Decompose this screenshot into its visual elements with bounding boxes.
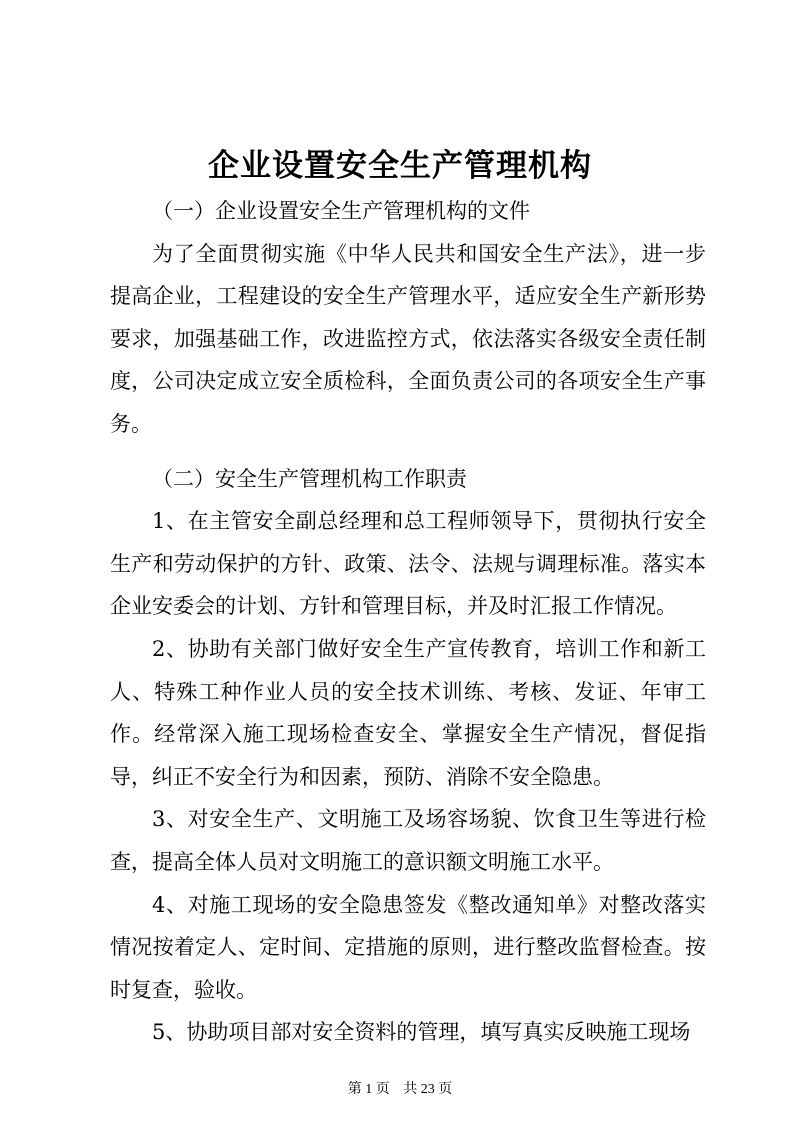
duty-item-5: 5、协助项目部对安全资料的管理，填写真实反映施工现场 bbox=[152, 1020, 691, 1045]
section-1-paragraph: 为了全面贯彻实施《中华人民共和国安全生产法》，进一步提高企业，工程建设的安全生产管理水平，适应安全生产新形势要求，加强基础工作，改进监控方式，依法落实各级安全责任制度，公司决定成立安全质检科，全面负责公司的各项安全生产事务。 bbox=[110, 241, 706, 436]
duty-item-4: 4、对施工现场的安全隐患签发《整改通知单》对整改落实情况按着定人、定时间、定措施的原则，进行整改监督检查。按时复查，验收。 bbox=[110, 892, 706, 1002]
document-body bbox=[110, 190, 706, 1054]
page-footer bbox=[0, 1078, 800, 1098]
section-1-heading: （一）企业设置安全生产管理机构的文件 bbox=[152, 199, 530, 223]
duty-item-3: 3、对安全生产、文明施工及场容场貌、饮食卫生等进行检查，提高全体人员对文明施工的意识额文明施工水平。 bbox=[110, 807, 706, 874]
duty-item-1: 1、在主管安全副总经理和总工程师领导下，贯彻执行安全生产和劳动保护的方针、政策、法令、法规与调理标准。落实本企业安委会的计划、方针和管理目标，并及时汇报工作情况。 bbox=[110, 509, 706, 619]
document-title: 企业设置安全生产管理机构 bbox=[208, 148, 592, 184]
page-number: 第 1 页 bbox=[347, 1082, 390, 1097]
duty-item-2: 2、协助有关部门做好安全生产宣传教育，培训工作和新工人、特殊工种作业人员的安全技术训练、考核、发证、年审工作。经常深入施工现场检查安全、掌握安全生产情况，督促指导，纠正不安全行为和因素，预防、消除不安全隐患。 bbox=[110, 636, 706, 789]
page-total: 共 23 页 bbox=[403, 1082, 453, 1097]
section-2-heading: （二）安全生产管理机构工作职责 bbox=[152, 466, 467, 491]
